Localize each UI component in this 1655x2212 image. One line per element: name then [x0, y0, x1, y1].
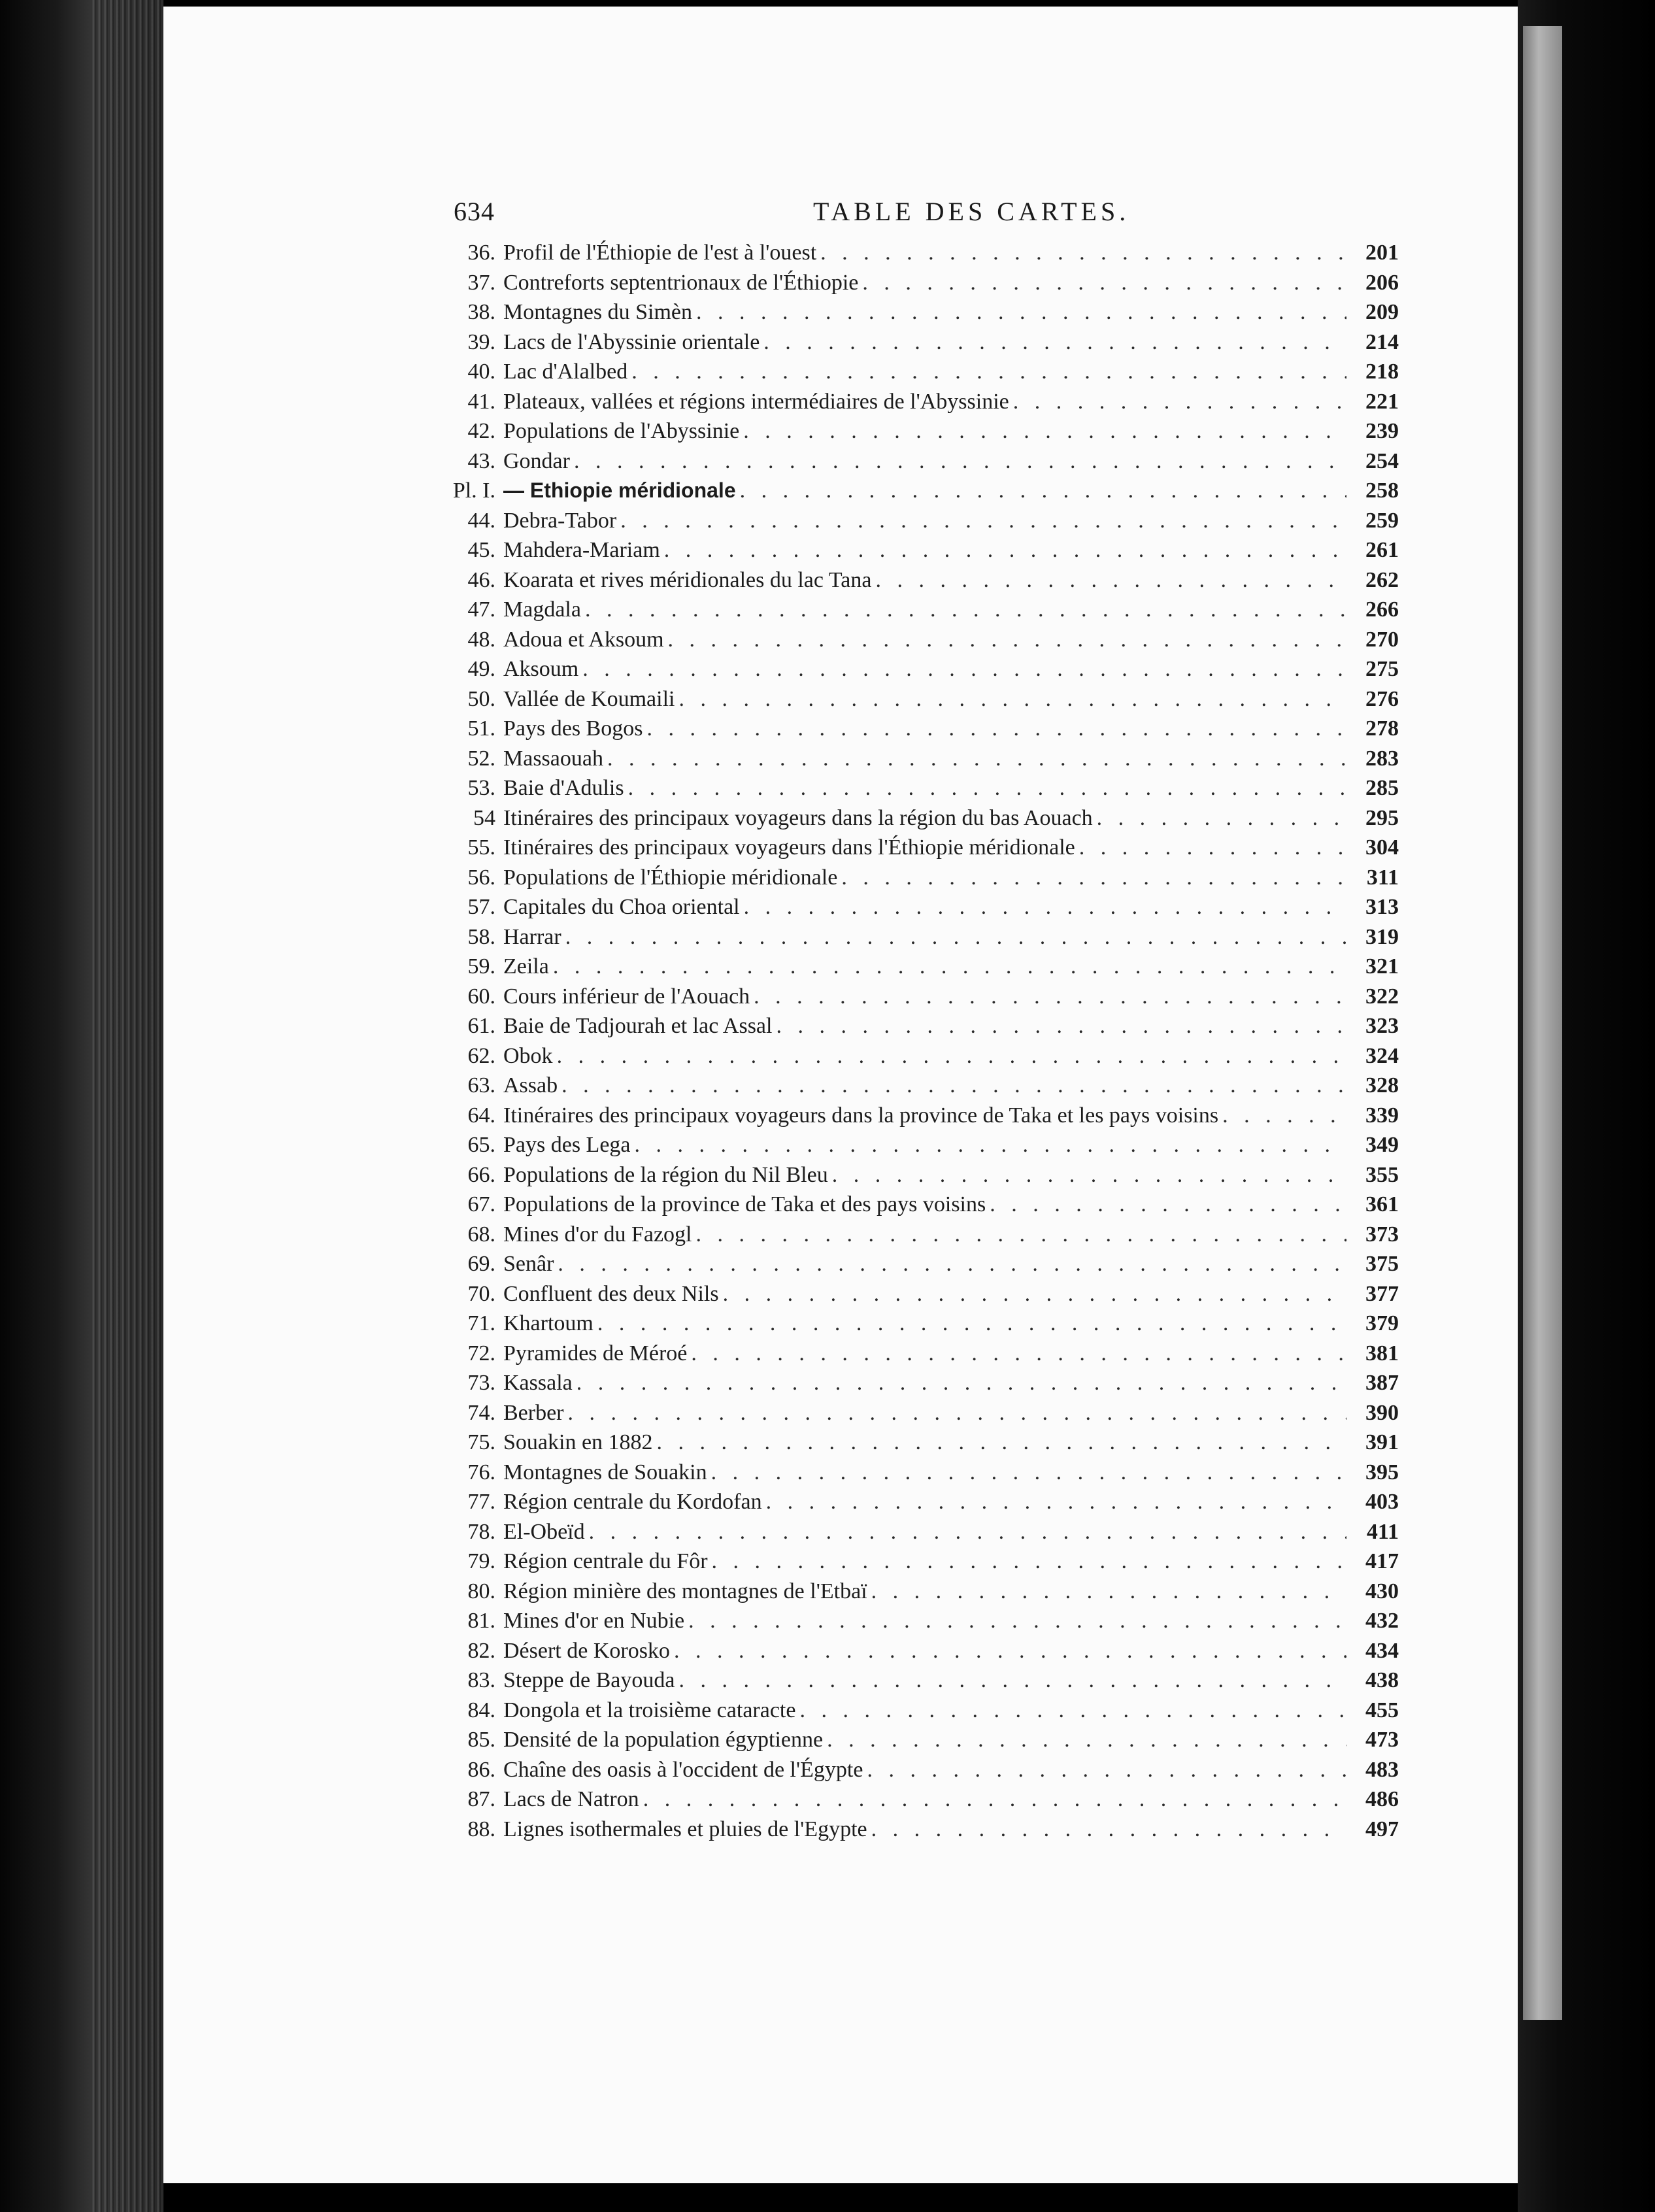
dot-leader	[679, 1668, 1347, 1693]
toc-entry	[444, 1668, 1399, 1698]
entry-number: 52.	[467, 746, 495, 771]
toc-entry	[444, 1371, 1399, 1401]
toc-entry	[444, 509, 1399, 539]
entry-page: 214	[1365, 329, 1399, 354]
toc-entry	[444, 657, 1399, 687]
toc-entry	[444, 716, 1399, 746]
entry-title: Populations de la région du Nil Bleu	[503, 1162, 828, 1187]
entry-page: 339	[1365, 1103, 1399, 1128]
entry-page: 381	[1365, 1341, 1399, 1366]
entry-number: 41.	[467, 389, 495, 414]
entry-title: Populations de la province de Taka et des pays voisins	[503, 1192, 986, 1216]
toc-entry	[444, 1579, 1399, 1609]
entry-title: Région centrale du Kordofan	[503, 1490, 762, 1514]
dot-leader	[723, 1282, 1346, 1307]
toc-entry	[444, 954, 1399, 984]
entry-number: 39.	[467, 329, 495, 354]
toc-entry	[444, 1758, 1399, 1788]
entry-page: 311	[1366, 865, 1399, 890]
toc-entry	[444, 776, 1399, 806]
dot-leader	[657, 1430, 1346, 1455]
dot-leader	[643, 1787, 1346, 1812]
toc-entry	[444, 568, 1399, 598]
toc-entry	[444, 835, 1399, 865]
entry-number: 43.	[467, 448, 495, 473]
entry-number: 48.	[467, 627, 495, 652]
entry-page: 379	[1365, 1311, 1399, 1335]
toc-entry	[444, 1490, 1399, 1520]
toc-entry	[444, 1103, 1399, 1133]
entry-title: Kassala	[503, 1371, 573, 1395]
entry-number: 88.	[467, 1817, 495, 1841]
entry-title: Adoua et Aksoum	[503, 627, 664, 652]
dot-leader	[1079, 835, 1346, 860]
entry-title: Pays des Lega	[503, 1133, 631, 1157]
entry-page: 295	[1365, 805, 1399, 830]
entry-number: 86.	[467, 1757, 495, 1782]
entry-number: 51.	[467, 716, 495, 741]
dot-leader	[582, 657, 1346, 682]
dot-leader	[862, 271, 1346, 295]
toc-entry	[444, 1698, 1399, 1728]
entry-number: 76.	[467, 1460, 495, 1484]
entry-title: Steppe de Bayouda	[503, 1668, 675, 1692]
dot-leader	[841, 865, 1346, 890]
entry-title: Profil de l'Éthiopie de l'est à l'ouest	[503, 241, 817, 265]
entry-title: Montagnes de Souakin	[503, 1460, 707, 1484]
dot-leader	[740, 478, 1346, 503]
entry-number: 37.	[467, 270, 495, 295]
dot-leader	[754, 984, 1346, 1009]
entry-page: 430	[1365, 1579, 1399, 1603]
entry-title: — Ethiopie méridionale	[503, 478, 736, 502]
toc-entry	[444, 1133, 1399, 1163]
dot-leader	[620, 509, 1346, 533]
entry-number: 38.	[467, 300, 495, 324]
toc-entry	[444, 390, 1399, 420]
toc-entry	[444, 478, 1399, 509]
entry-page: 403	[1365, 1490, 1399, 1514]
entry-title: Densité de la population égyptienne	[503, 1728, 824, 1752]
entry-number: 78.	[467, 1519, 495, 1544]
dot-leader	[674, 1639, 1346, 1664]
toc-entry	[444, 1728, 1399, 1758]
dot-leader	[776, 1014, 1346, 1039]
entry-title: Lignes isothermales et pluies de l'Egypte	[503, 1817, 867, 1841]
dot-leader	[589, 1520, 1346, 1545]
entry-page: 361	[1365, 1192, 1399, 1216]
dot-leader	[832, 1163, 1346, 1188]
entry-page: 324	[1365, 1043, 1399, 1068]
dot-leader	[696, 300, 1346, 325]
entry-number: 55.	[467, 835, 495, 860]
toc-entry	[444, 1252, 1399, 1282]
entry-page: 221	[1365, 389, 1399, 414]
toc-entry	[444, 1460, 1399, 1490]
toc-entry	[444, 1520, 1399, 1550]
entry-number: 47.	[467, 597, 495, 622]
entry-page: 201	[1365, 241, 1399, 265]
entry-title: Senâr	[503, 1252, 554, 1276]
dot-leader	[664, 538, 1346, 563]
entry-page: 218	[1365, 360, 1399, 384]
toc-entry	[444, 746, 1399, 777]
entry-page: 322	[1365, 984, 1399, 1009]
entry-number: 64.	[467, 1103, 495, 1128]
dot-leader	[711, 1460, 1346, 1485]
entry-number: 45.	[467, 538, 495, 562]
entry-number: 68.	[467, 1222, 495, 1247]
toc-entry	[444, 1401, 1399, 1431]
toc-entry	[444, 1311, 1399, 1341]
dot-leader	[691, 1341, 1346, 1366]
entry-number: 70.	[467, 1281, 495, 1306]
dot-leader	[871, 1579, 1346, 1604]
entry-number: 75.	[467, 1430, 495, 1454]
entry-number: 44.	[467, 508, 495, 533]
entry-page: 455	[1365, 1698, 1399, 1722]
entry-title: Magdala	[503, 597, 581, 622]
toc-entry	[444, 1817, 1399, 1847]
dot-leader	[696, 1222, 1347, 1247]
entry-number: 36.	[467, 241, 495, 265]
toc-entry	[444, 628, 1399, 658]
table-of-maps	[444, 241, 1399, 1847]
toc-entry	[444, 687, 1399, 717]
entry-page: 387	[1365, 1371, 1399, 1395]
entry-title: Koarata et rives méridionales du lac Tana	[503, 567, 872, 592]
entry-number: 63.	[467, 1073, 495, 1098]
entry-title: Désert de Korosko	[503, 1638, 670, 1663]
toc-entry	[444, 1044, 1399, 1074]
entry-page: 432	[1365, 1609, 1399, 1633]
entry-title: Harrar	[503, 924, 561, 949]
dot-leader	[743, 419, 1346, 444]
dot-leader	[1013, 390, 1346, 414]
entry-title: Massaouah	[503, 746, 603, 771]
entry-title: Montagnes du Simèn	[503, 300, 692, 324]
entry-page: 266	[1365, 597, 1399, 622]
entry-number: 67.	[467, 1192, 495, 1216]
entry-page: 261	[1365, 538, 1399, 562]
entry-page: 209	[1365, 300, 1399, 324]
entry-number: 62.	[467, 1043, 495, 1068]
entry-page: 395	[1365, 1460, 1399, 1484]
entry-number: 57.	[467, 895, 495, 919]
entry-number: 56.	[467, 865, 495, 890]
entry-page: 411	[1366, 1519, 1399, 1544]
dot-leader	[628, 776, 1346, 801]
page-edges	[92, 0, 163, 2212]
entry-number: 77.	[467, 1490, 495, 1514]
toc-entry	[444, 1549, 1399, 1579]
entry-number: 83.	[467, 1668, 495, 1692]
entry-page: 486	[1365, 1787, 1399, 1811]
entry-page: 276	[1365, 686, 1399, 711]
dot-leader	[799, 1698, 1346, 1723]
entry-page: 355	[1365, 1162, 1399, 1187]
entry-title: Région centrale du Fôr	[503, 1549, 708, 1573]
entry-title: Capitales du Choa oriental	[503, 895, 740, 919]
entry-page: 377	[1365, 1281, 1399, 1306]
toc-entry	[444, 1639, 1399, 1669]
entry-number: 65.	[467, 1133, 495, 1157]
entry-number: 49.	[467, 657, 495, 681]
entry-page: 319	[1365, 924, 1399, 949]
dot-leader	[867, 1758, 1346, 1783]
entry-title: Lac d'Alalbed	[503, 360, 628, 384]
entry-title: Vallée de Koumaili	[503, 686, 675, 711]
entry-title: Zeila	[503, 954, 549, 979]
entry-page: 285	[1365, 776, 1399, 800]
dot-leader	[875, 568, 1346, 593]
entry-page: 283	[1365, 746, 1399, 771]
toc-entry	[444, 271, 1399, 301]
entry-page: 438	[1365, 1668, 1399, 1692]
dot-leader	[635, 1133, 1346, 1158]
page-number: 634	[454, 197, 495, 226]
dot-leader	[766, 1490, 1346, 1515]
entry-page: 278	[1365, 716, 1399, 741]
entry-number: 46.	[467, 567, 495, 592]
dot-leader	[1222, 1103, 1346, 1128]
dot-leader	[820, 241, 1346, 265]
toc-entry	[444, 1014, 1399, 1044]
entry-page: 373	[1365, 1222, 1399, 1247]
entry-number: 87.	[467, 1787, 495, 1811]
entry-title: Chaîne des oasis à l'occident de l'Égypte	[503, 1757, 863, 1782]
entry-number: 71.	[467, 1311, 495, 1335]
entry-page: 328	[1365, 1073, 1399, 1098]
toc-entry	[444, 1787, 1399, 1817]
toc-entry	[444, 241, 1399, 271]
toc-entry	[444, 1163, 1399, 1193]
entry-number: 81.	[467, 1609, 495, 1633]
entry-number: Pl. I.	[452, 478, 495, 503]
toc-entry	[444, 1192, 1399, 1222]
entry-number: 58.	[467, 924, 495, 949]
running-title: TABLE DES CARTES.	[813, 197, 1130, 226]
dot-leader	[678, 687, 1346, 712]
entry-page: 239	[1365, 419, 1399, 443]
dot-leader	[565, 925, 1346, 950]
entry-page: 434	[1365, 1638, 1399, 1663]
dot-leader	[688, 1609, 1346, 1634]
entry-title: Mines d'or du Fazogl	[503, 1222, 692, 1247]
entry-title: Mines d'or en Nubie	[503, 1609, 685, 1633]
entry-page: 270	[1365, 627, 1399, 652]
entry-page: 259	[1365, 508, 1399, 533]
toc-entry	[444, 449, 1399, 479]
entry-page: 375	[1365, 1252, 1399, 1276]
dot-leader	[990, 1192, 1346, 1217]
toc-entry	[444, 984, 1399, 1014]
entry-title: Baie d'Adulis	[503, 776, 624, 800]
entry-page: 321	[1365, 954, 1399, 979]
entry-title: Obok	[503, 1043, 553, 1068]
entry-page: 390	[1365, 1400, 1399, 1425]
dot-leader	[668, 628, 1346, 652]
entry-title: Lacs de l'Abyssinie orientale	[503, 329, 760, 354]
dot-leader	[1097, 806, 1346, 831]
dot-leader	[712, 1549, 1346, 1574]
dot-leader	[553, 954, 1346, 979]
entry-number: 61.	[467, 1014, 495, 1038]
entry-title: Confluent des deux Nils	[503, 1281, 719, 1306]
entry-page: 206	[1365, 270, 1399, 295]
entry-number: 82.	[467, 1638, 495, 1663]
entry-number: 60.	[467, 984, 495, 1009]
dot-leader	[557, 1044, 1346, 1069]
entry-title: Plateaux, vallées et régions intermédiaires de l'Abyssinie	[503, 389, 1009, 414]
entry-title: Aksoum	[503, 657, 579, 681]
dot-leader	[568, 1401, 1346, 1426]
entry-title: Région minière des montagnes de l'Etbaï	[503, 1579, 867, 1603]
toc-entry	[444, 895, 1399, 925]
entry-title: Gondar	[503, 448, 570, 473]
entry-title: Baie de Tadjourah et lac Assal	[503, 1014, 773, 1038]
entry-page: 258	[1365, 478, 1399, 503]
dot-leader	[871, 1817, 1346, 1842]
entry-title: El-Obeïd	[503, 1519, 585, 1544]
entry-title: Mahdera-Mariam	[503, 538, 660, 562]
toc-entry	[444, 1282, 1399, 1312]
entry-number: 50.	[467, 686, 495, 711]
dot-leader	[558, 1252, 1346, 1277]
entry-title: Dongola et la troisième cataracte	[503, 1698, 796, 1722]
entry-number: 69.	[467, 1252, 495, 1276]
toc-entry	[444, 1341, 1399, 1371]
entry-title: Khartoum	[503, 1311, 593, 1335]
entry-title: Contreforts septentrionaux de l'Éthiopie	[503, 270, 859, 295]
dot-leader	[574, 449, 1346, 474]
next-page-edge	[1523, 26, 1562, 2020]
entry-title: Pyramides de Méroé	[503, 1341, 688, 1366]
entry-number: 73.	[467, 1371, 495, 1395]
entry-title: Cours inférieur de l'Aouach	[503, 984, 750, 1009]
entry-title: Pays des Bogos	[503, 716, 643, 741]
dot-leader	[585, 597, 1346, 622]
entry-number: 42.	[467, 419, 495, 443]
dot-leader	[577, 1371, 1346, 1396]
entry-number: 74.	[467, 1400, 495, 1425]
dot-leader	[763, 330, 1346, 355]
dot-leader	[646, 716, 1346, 741]
entry-page: 391	[1365, 1430, 1399, 1454]
entry-page: 275	[1365, 657, 1399, 681]
toc-entry	[444, 1073, 1399, 1103]
entry-page: 262	[1365, 567, 1399, 592]
entry-number: 66.	[467, 1162, 495, 1187]
entry-page: 323	[1365, 1014, 1399, 1038]
toc-entry	[444, 1430, 1399, 1460]
entry-title: Itinéraires des principaux voyageurs dans la province de Taka et les pays voisins	[503, 1103, 1219, 1128]
entry-number: 84.	[467, 1698, 495, 1722]
toc-entry	[444, 300, 1399, 330]
entry-title: Berber	[503, 1400, 564, 1425]
toc-entry	[444, 1222, 1399, 1252]
entry-page: 313	[1365, 895, 1399, 919]
entry-number: 54	[473, 805, 495, 830]
entry-title: Debra-Tabor	[503, 508, 617, 533]
entry-number: 59.	[467, 954, 495, 979]
dot-leader	[607, 746, 1346, 771]
entry-number: 85.	[467, 1728, 495, 1752]
toc-entry	[444, 925, 1399, 955]
entry-page: 483	[1365, 1757, 1399, 1782]
entry-title: Populations de l'Abyssinie	[503, 419, 740, 443]
toc-entry	[444, 419, 1399, 449]
toc-entry	[444, 597, 1399, 628]
entry-number: 53.	[467, 776, 495, 800]
dot-leader	[827, 1728, 1346, 1752]
entry-number: 72.	[467, 1341, 495, 1366]
toc-entry	[444, 538, 1399, 568]
entry-number: 40.	[467, 360, 495, 384]
toc-entry	[444, 1609, 1399, 1639]
entry-page: 254	[1365, 448, 1399, 473]
toc-entry	[444, 360, 1399, 390]
entry-page: 473	[1365, 1728, 1399, 1752]
entry-number: 80.	[467, 1579, 495, 1603]
toc-entry	[444, 806, 1399, 836]
dot-leader	[597, 1311, 1346, 1336]
dot-leader	[561, 1073, 1346, 1098]
dot-leader	[631, 360, 1346, 384]
toc-entry	[444, 865, 1399, 896]
entry-page: 417	[1365, 1549, 1399, 1573]
entry-title: Lacs de Natron	[503, 1787, 639, 1811]
page-header	[454, 196, 1395, 229]
entry-title: Assab	[503, 1073, 558, 1098]
entry-page: 349	[1365, 1133, 1399, 1157]
entry-title: Itinéraires des principaux voyageurs dans l'Éthiopie méridionale	[503, 835, 1075, 860]
toc-entry	[444, 330, 1399, 360]
entry-page: 304	[1365, 835, 1399, 860]
entry-page: 497	[1365, 1817, 1399, 1841]
dot-leader	[744, 895, 1346, 920]
entry-number: 79.	[467, 1549, 495, 1573]
entry-title: Itinéraires des principaux voyageurs dans la région du bas Aouach	[503, 805, 1093, 830]
entry-title: Souakin en 1882	[503, 1430, 653, 1454]
entry-title: Populations de l'Éthiopie méridionale	[503, 865, 838, 890]
